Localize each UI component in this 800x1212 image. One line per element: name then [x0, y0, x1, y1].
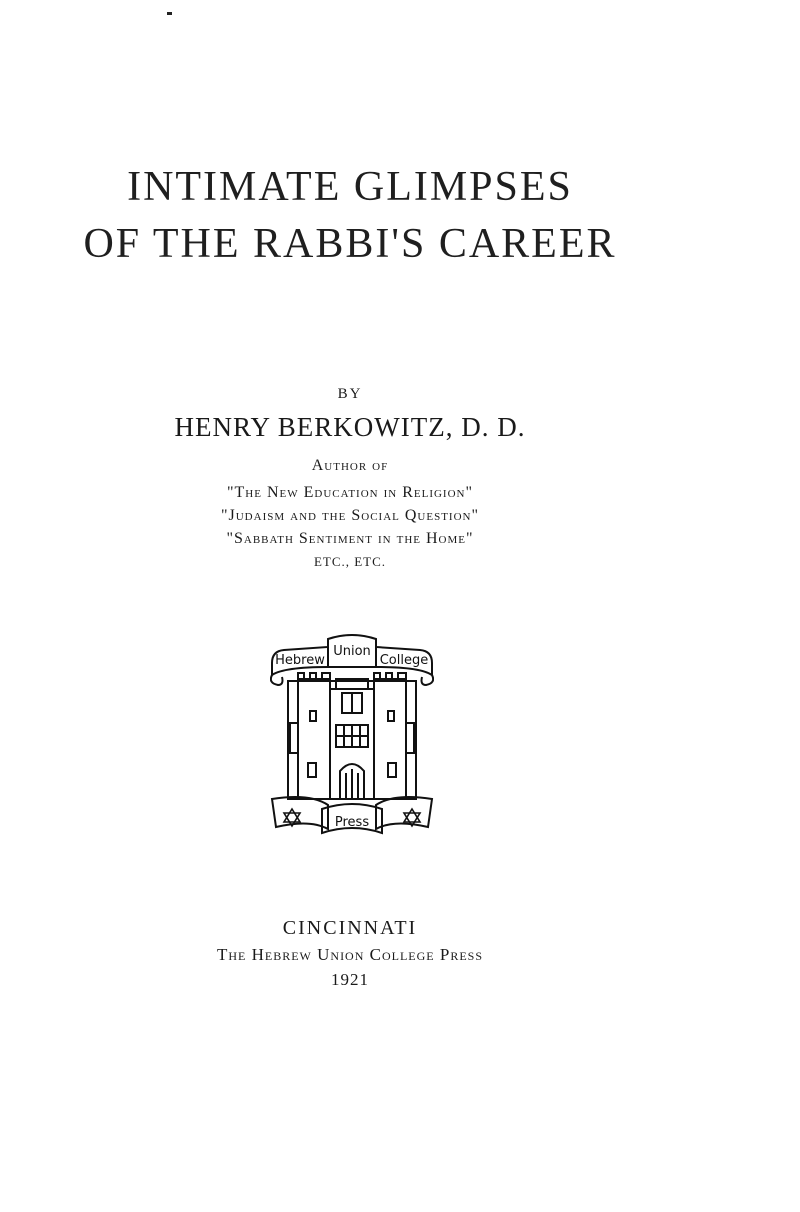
- logo-text-press: Press: [334, 815, 370, 830]
- imprint-city: CINCINNATI: [282, 917, 418, 939]
- title-line-2: OF THE RABBI'S CAREER: [83, 221, 617, 267]
- page-speck: [167, 12, 172, 15]
- book-title-3: "Sabbath Sentiment in the Home": [226, 530, 474, 547]
- publisher-logo: [270, 633, 434, 835]
- logo-text-hebrew: Hebrew: [275, 653, 325, 668]
- logo-text-union: Union: [333, 644, 371, 659]
- book-title-1: "The New Education in Religion": [226, 484, 474, 501]
- imprint-year: 1921: [331, 970, 369, 989]
- etc-label: ETC., ETC.: [313, 554, 387, 569]
- author-of-label: Author of: [311, 457, 389, 474]
- title-line-1: INTIMATE GLIMPSES: [127, 164, 573, 210]
- imprint-publisher: The Hebrew Union College Press: [216, 945, 484, 964]
- by-label: BY: [337, 386, 363, 402]
- logo-text-college: College: [379, 653, 429, 668]
- author-name: HENRY BERKOWITZ, D. D.: [174, 412, 526, 442]
- book-title-2: "Judaism and the Social Question": [220, 507, 479, 524]
